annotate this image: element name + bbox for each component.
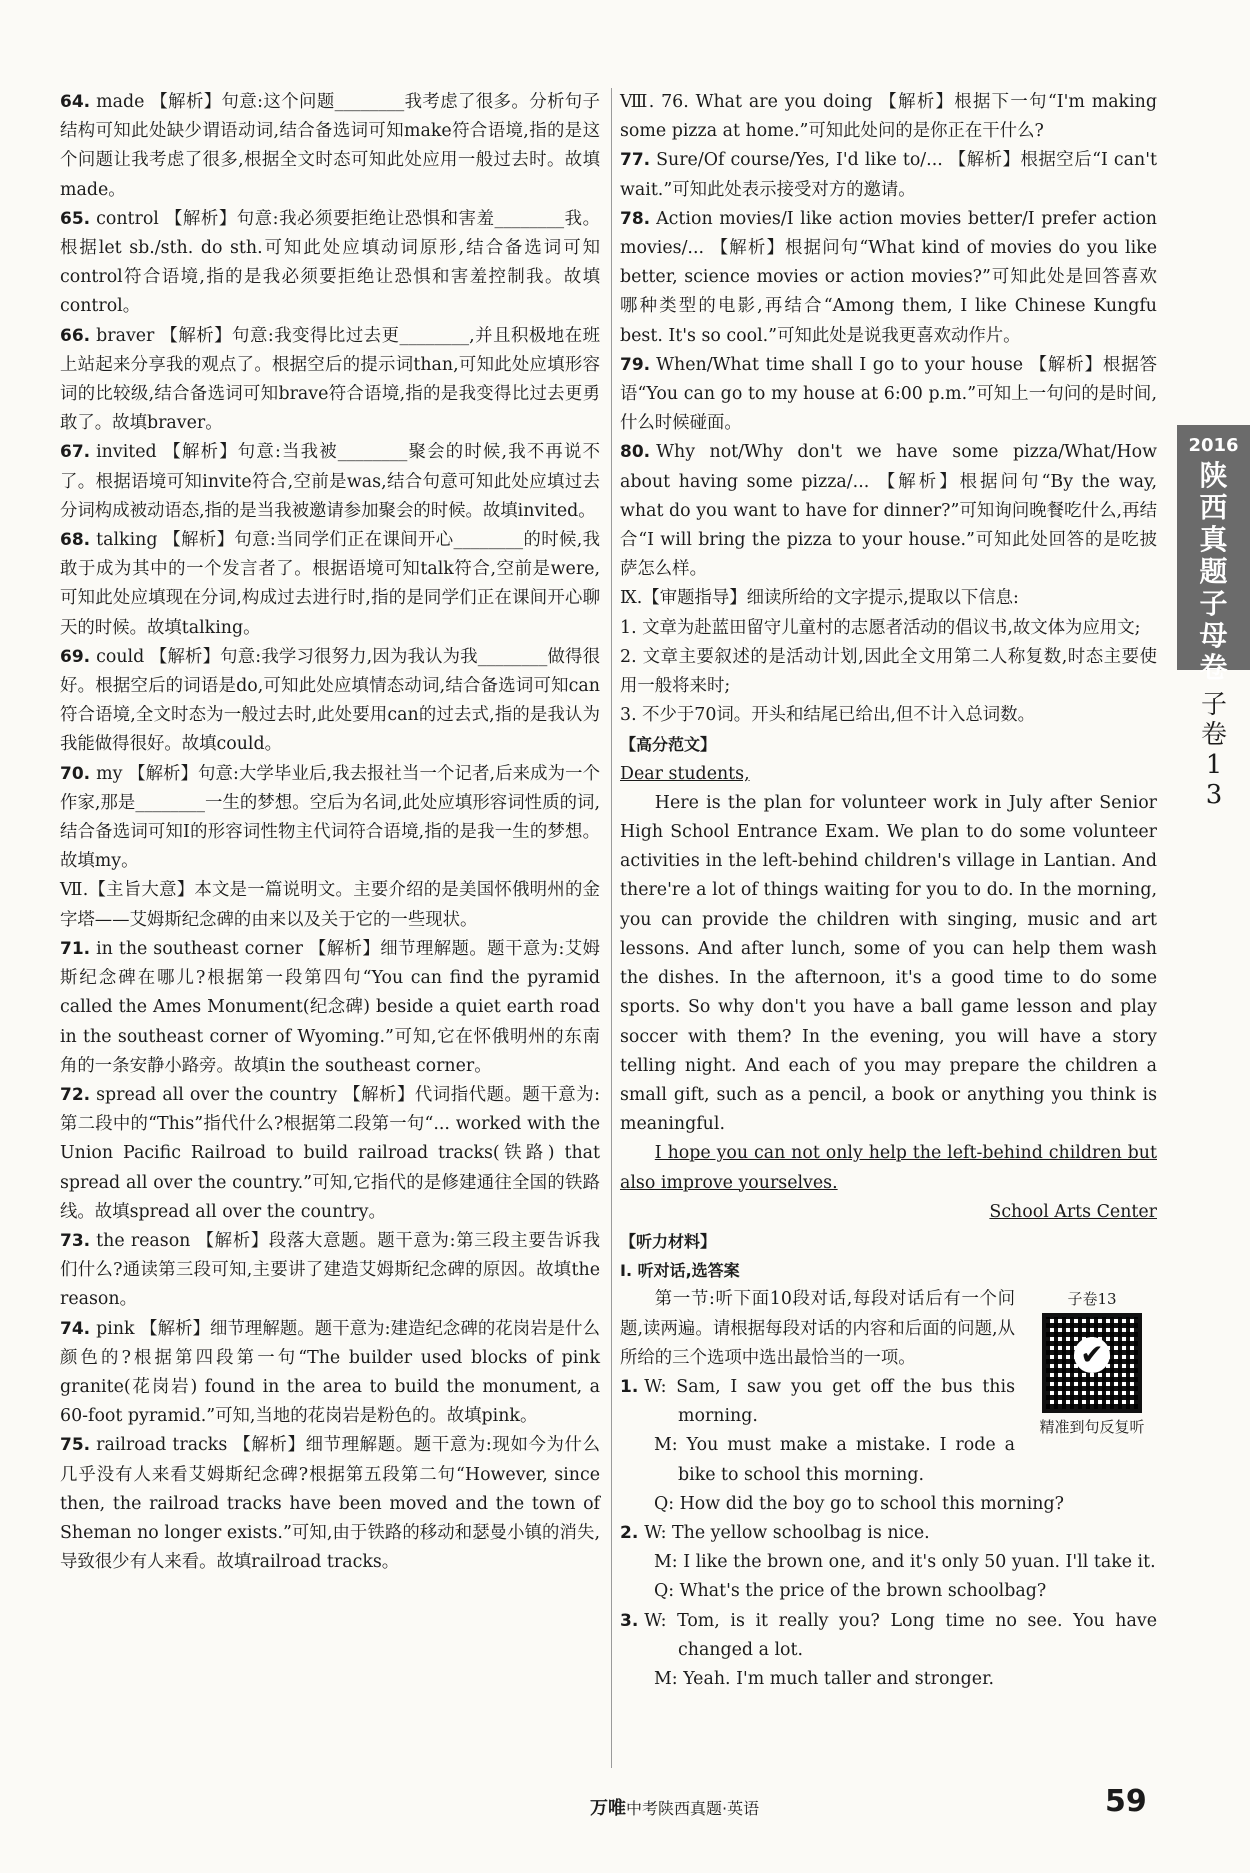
answer-75 — [60, 1431, 600, 1577]
page-number: 59 — [1105, 1784, 1147, 1819]
answer-69 — [60, 643, 600, 760]
side-sub-char: 卷 — [1200, 720, 1227, 750]
guide-item-2 — [620, 643, 1157, 701]
model-essay-title: 【高分范文】 — [620, 735, 717, 755]
essay-salutation: Dear students, — [620, 763, 750, 784]
answer-text: the reason 【解析】段落大意题。题干意为:第三段主要告诉我们什么?通读第三段可知,主要讲了建造艾姆斯纪念碑的原因。故填the reason。 — [60, 1230, 600, 1310]
dialogue-number: 1. — [620, 1376, 639, 1397]
listening-section-1: Ⅰ. 听对话,选答案 — [620, 1261, 740, 1281]
dialogue-number: 2. — [620, 1522, 639, 1543]
answer-number: 75. — [60, 1435, 91, 1456]
answer-79 — [620, 351, 1157, 439]
answer-number: 74. — [60, 1318, 91, 1339]
side-title-char: 卷 — [1199, 651, 1228, 684]
right-column — [620, 88, 1157, 1694]
answer-text: spread all over the country 【解析】代词指代题。题干意为:第二段中的“This”指代什么?根据第二段第一句“... worked with the Union Pacific Railroad to build railroad tracks(铁路) that spread all over the country.”可知,它指代的是修建通往全国的铁路线。故填spread all over the country。 — [60, 1084, 600, 1222]
answer-64 — [60, 88, 600, 205]
answer-text: invited 【解析】句意:当我被________聚会的时候,我不再说不了。根据语境可知invite符合,空前是was,结合句意可知此处应填过去分词构成被动语态,指的是当我被邀请参加聚会的时候。故填invited。 — [60, 442, 600, 521]
section-text: Ⅸ.【审题指导】细读所给的文字提示,提取以下信息: — [620, 588, 1019, 609]
qr-code-block[interactable] — [1027, 1289, 1157, 1437]
answer-80 — [620, 438, 1157, 584]
dialogue-3-w — [620, 1607, 1157, 1665]
answer-74 — [60, 1315, 600, 1432]
side-year: 2016 — [1188, 435, 1239, 456]
left-column — [60, 88, 600, 1577]
side-tab — [1177, 425, 1250, 684]
answer-text: made 【解析】句意:这个问题________我考虑了很多。分析句子结构可知此处缺少谓语动词,结合备选词可知make符合语境,指的是这个问题让我考虑了很多,根据全文时态可知此处应用一般过去时。故填made。 — [60, 92, 600, 200]
essay-body: Here is the plan for volunteer work in July after Senior High School Entrance Exam. We plan to do some volunteer activities in the left-behind children's village in Lantian. And there're a lot of things waiting for you to do. In the morning, you can provide the children with singing, music and art lessons. And after lunch, some of you can help them wash the dishes. In the afternoon, it's a good time to do some sports. So why don't you have a ball game lesson and play soccer with them? In the evening, you will have a story telling night. And each of you may prepare the children a small gift, such as a pencil, a book or anything you think is meaningful. — [620, 792, 1157, 1135]
qr-caption: 精准到句反复听 — [1039, 1418, 1145, 1437]
answer-70 — [60, 760, 600, 877]
answer-number: 68. — [60, 530, 91, 551]
guide-text: 2. 文章主要叙述的是活动计划,因此全文用第二人称复数,时态主要使用一般将来时; — [620, 646, 1157, 697]
answer-text: talking 【解析】句意:当同学们正在课间开心________的时候,我敢于成为其中的一个发言者了。根据语境可知talk符合,空前是were,可知此处应填现在分词,构成过去进行时,指的是同学们正在课间开心聊天的时候。故填talking。 — [60, 530, 600, 638]
dialogue-line: W: Tom, is it really you? Long time no see. You have changed a lot. — [644, 1610, 1157, 1660]
answer-number: 77. — [620, 150, 651, 171]
answer-text: control 【解析】句意:我必须要拒绝让恐惧和害羞________我。根据let sb./sth. do sth.可知此处应填动词原形,结合备选词可知control符合语境,指的是我必须要拒绝让恐惧和害羞控制我。故填control。 — [60, 208, 600, 317]
guide-text: 3. 不少于70词。开头和结尾已给出,但不计入总词数。 — [620, 705, 1035, 726]
answer-text: braver 【解析】句意:我变得比过去更________,并且积极地在班上站起来分享我的观点了。根据空后的提示词than,可知此处应填形容词的比较级,结合备选词可知brave符合语境,指的是我变得比过去更勇敢了。故填braver。 — [60, 325, 600, 434]
side-title-char: 母 — [1199, 619, 1228, 652]
answer-number: 72. — [60, 1084, 91, 1105]
side-title-char: 真 — [1199, 523, 1228, 556]
answer-text: railroad tracks 【解析】细节理解题。题干意为:现如今为什么几乎没有人来看艾姆斯纪念碑?根据第五段第二句“However, since then, the railroad tracks have been moved and the town of Sheman no longer exists.”可知,由于铁路的移动和瑟曼小镇的消失,导致很少有人来看。故填railroad tracks。 — [60, 1435, 600, 1573]
dialogue-3-m: M: Yeah. I'm much taller and stronger. — [654, 1668, 994, 1689]
dialogue-1-q: Q: How did the boy go to school this morning? — [654, 1493, 1064, 1514]
dialogue-number: 3. — [620, 1610, 639, 1631]
answer-78 — [620, 205, 1157, 351]
answer-text: Ⅷ. 76. What are you doing 【解析】根据下一句“I'm making some pizza at home.”可知此处问的是你正在干什么? — [620, 92, 1157, 142]
essay-closing: I hope you can not only help the left-behind children but also improve yourselves. — [620, 1143, 1157, 1193]
answer-text: pink 【解析】细节理解题。题干意为:建造纪念碑的花岗岩是什么颜色的?根据第四段第一句“The builder used blocks of pink granite(花岗岩) found in the area to build the monument, a 60-foot pyramid.”可知,当地的花岗岩是粉色的。故填pink。 — [60, 1318, 600, 1427]
answer-number: 79. — [620, 354, 651, 375]
side-title-char: 陕 — [1199, 459, 1228, 492]
guide-item-3 — [620, 701, 1157, 730]
answer-text: in the southeast corner 【解析】细节理解题。题干意为:艾姆斯纪念碑在哪儿?根据第一段第四句“You can find the pyramid called the Ames Monument(纪念碑) beside a quiet earth road in the southeast corner of Wyoming.”可知,它在怀俄明州的东南角的一条安静小路旁。故填in the southeast corner。 — [60, 938, 600, 1076]
answer-text: When/What time shall I go to your house 【解析】根据答语“You can go to my house at 6:00 p.m.”可知上一句问的是时间,什么时候碰面。 — [620, 354, 1157, 434]
side-title-char: 题 — [1199, 555, 1228, 588]
dialogue-2-w — [620, 1519, 1157, 1548]
answer-number: 73. — [60, 1230, 91, 1251]
qr-label: 子卷13 — [1067, 1290, 1117, 1309]
answer-number: 65. — [60, 208, 91, 229]
side-sub-char: 子 — [1200, 690, 1227, 720]
dialogue-line: W: The yellow schoolbag is nice. — [644, 1522, 930, 1543]
answer-77 — [620, 146, 1157, 204]
answer-71 — [60, 935, 600, 1081]
dialogue-2-q: Q: What's the price of the brown schoolbag? — [654, 1581, 1047, 1602]
dialogue-1-m: M: You must make a mistake. I rode a bike to school this morning. — [654, 1435, 1015, 1485]
answer-68 — [60, 526, 600, 643]
footer-series: 中考陕西真题·英语 — [626, 1799, 760, 1818]
side-title-char: 子 — [1199, 587, 1228, 620]
section-7-summary — [60, 876, 600, 934]
answer-65 — [60, 205, 600, 322]
side-subvolume — [1184, 690, 1244, 810]
guide-text: 1. 文章为赴蓝田留守儿童村的志愿者活动的倡议书,故文体为应用文; — [620, 617, 1141, 638]
answer-number: 70. — [60, 763, 91, 784]
footer-brand — [590, 1794, 759, 1820]
answer-number: 67. — [60, 442, 91, 463]
qr-code-icon[interactable] — [1042, 1313, 1142, 1413]
essay-signature: School Arts Center — [989, 1201, 1157, 1222]
answer-73 — [60, 1227, 600, 1315]
side-title-char: 西 — [1199, 491, 1228, 524]
answer-text: Action movies/I like action movies better/I prefer action movies/... 【解析】根据问句“What kind of movies do you like better, science movies or action movies?”可知此处是回答喜欢哪种类型的电影,再结合“Among them, I like Chinese Kungfu best. It's so cool.”可知此处是说我更喜欢动作片。 — [620, 208, 1157, 346]
answer-number: 71. — [60, 938, 91, 959]
answer-number: 66. — [60, 325, 91, 346]
section-text: Ⅶ.【主旨大意】本文是一篇说明文。主要介绍的是美国怀俄明州的金字塔——艾姆斯纪念碑的由来以及关于它的一些现状。 — [60, 880, 600, 930]
answer-text: Why not/Why don't we have some pizza/What/How about having some pizza/... 【解析】根据问句“By the way, what do you want to have for dinner?”可知询问晚餐吃什么,再结合“I will bring the pizza to your house.”可知此处回答的是吃披萨怎么样。 — [620, 442, 1157, 580]
answer-66 — [60, 322, 600, 439]
side-sub-char: 1 — [1205, 750, 1223, 780]
answer-text: my 【解析】句意:大学毕业后,我去报社当一个记者,后来成为一个作家,那是________一生的梦想。空后为名词,此处应填形容词性质的词,结合备选词可知I的形容词性物主代词符合语境,指的是我一生的梦想。故填my。 — [60, 763, 600, 872]
answer-number: 69. — [60, 646, 91, 667]
answer-number: 64. — [60, 92, 91, 112]
listening-title: 【听力材料】 — [620, 1231, 717, 1251]
answer-76 — [620, 88, 1157, 146]
guide-item-1 — [620, 614, 1157, 643]
answer-number: 80. — [620, 442, 651, 463]
brand-logo: 万唯 — [590, 1798, 626, 1819]
answer-67 — [60, 438, 600, 526]
dialogue-line: W: Sam, I saw you get off the bus this morning. — [644, 1376, 1015, 1427]
listening-instructions: 第一节:听下面10段对话,每段对话后有一个问题,读两遍。请根据每段对话的内容和后面的问题,从所给的三个选项中选出最恰当的一项。 — [620, 1289, 1015, 1368]
answer-text: could 【解析】句意:我学习很努力,因为我认为我________做得很好。根据空后的词语是do,可知此处应填情态动词,结合备选词可知can符合语境,全文时态为一般过去时,此处要用can的过去式,指的是我认为我能做得很好。故填could。 — [60, 646, 600, 755]
answer-number: 78. — [620, 208, 651, 229]
dialogue-2-m: M: I like the brown one, and it's only 50 yuan. I'll take it. — [654, 1552, 1156, 1573]
answer-text: Sure/Of course/Yes, I'd like to/... 【解析】根据空后“I can't wait.”可知此处表示接受对方的邀请。 — [620, 150, 1157, 200]
answer-72 — [60, 1081, 600, 1227]
side-sub-char: 3 — [1205, 780, 1223, 810]
section-9-guide — [620, 584, 1157, 613]
column-divider — [611, 88, 612, 1768]
side-title — [1177, 460, 1250, 684]
